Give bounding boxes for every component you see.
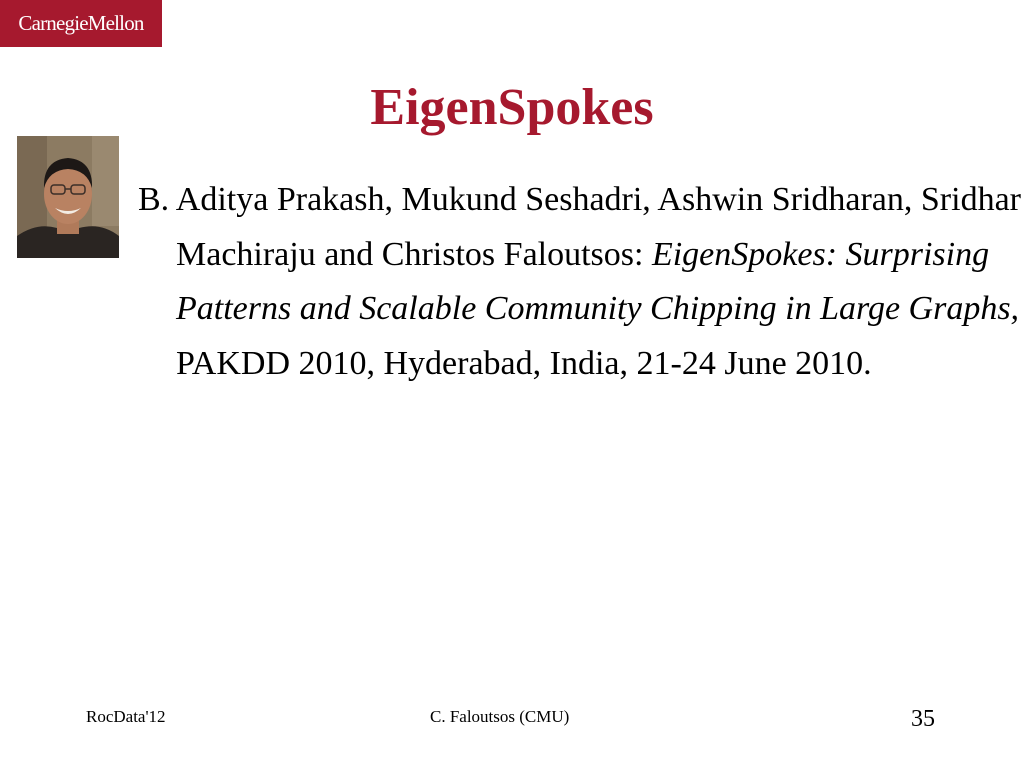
footer-event: RocData'12 bbox=[86, 707, 166, 726]
page-number: 35 bbox=[911, 706, 935, 732]
citation-authors: B. Aditya Prakash, Mukund Seshadri, Ashwin Sridharan, Sridhar Machiraju and Christos Faloutsos: bbox=[138, 181, 1021, 273]
logo-text: CarnegieMellon bbox=[18, 11, 144, 35]
citation-venue: PAKDD 2010, Hyderabad, India, 21-24 June 2010. bbox=[176, 344, 872, 382]
citation-text bbox=[138, 173, 1024, 391]
footer-author: C. Faloutsos (CMU) bbox=[430, 707, 570, 726]
citation-paper-title: EigenSpokes: Surprising Patterns and Scalable Community Chipping in Large Graphs, bbox=[176, 235, 1020, 327]
author-photo bbox=[17, 136, 119, 258]
carnegie-mellon-logo bbox=[0, 0, 162, 47]
slide-title: EigenSpokes bbox=[370, 79, 654, 136]
